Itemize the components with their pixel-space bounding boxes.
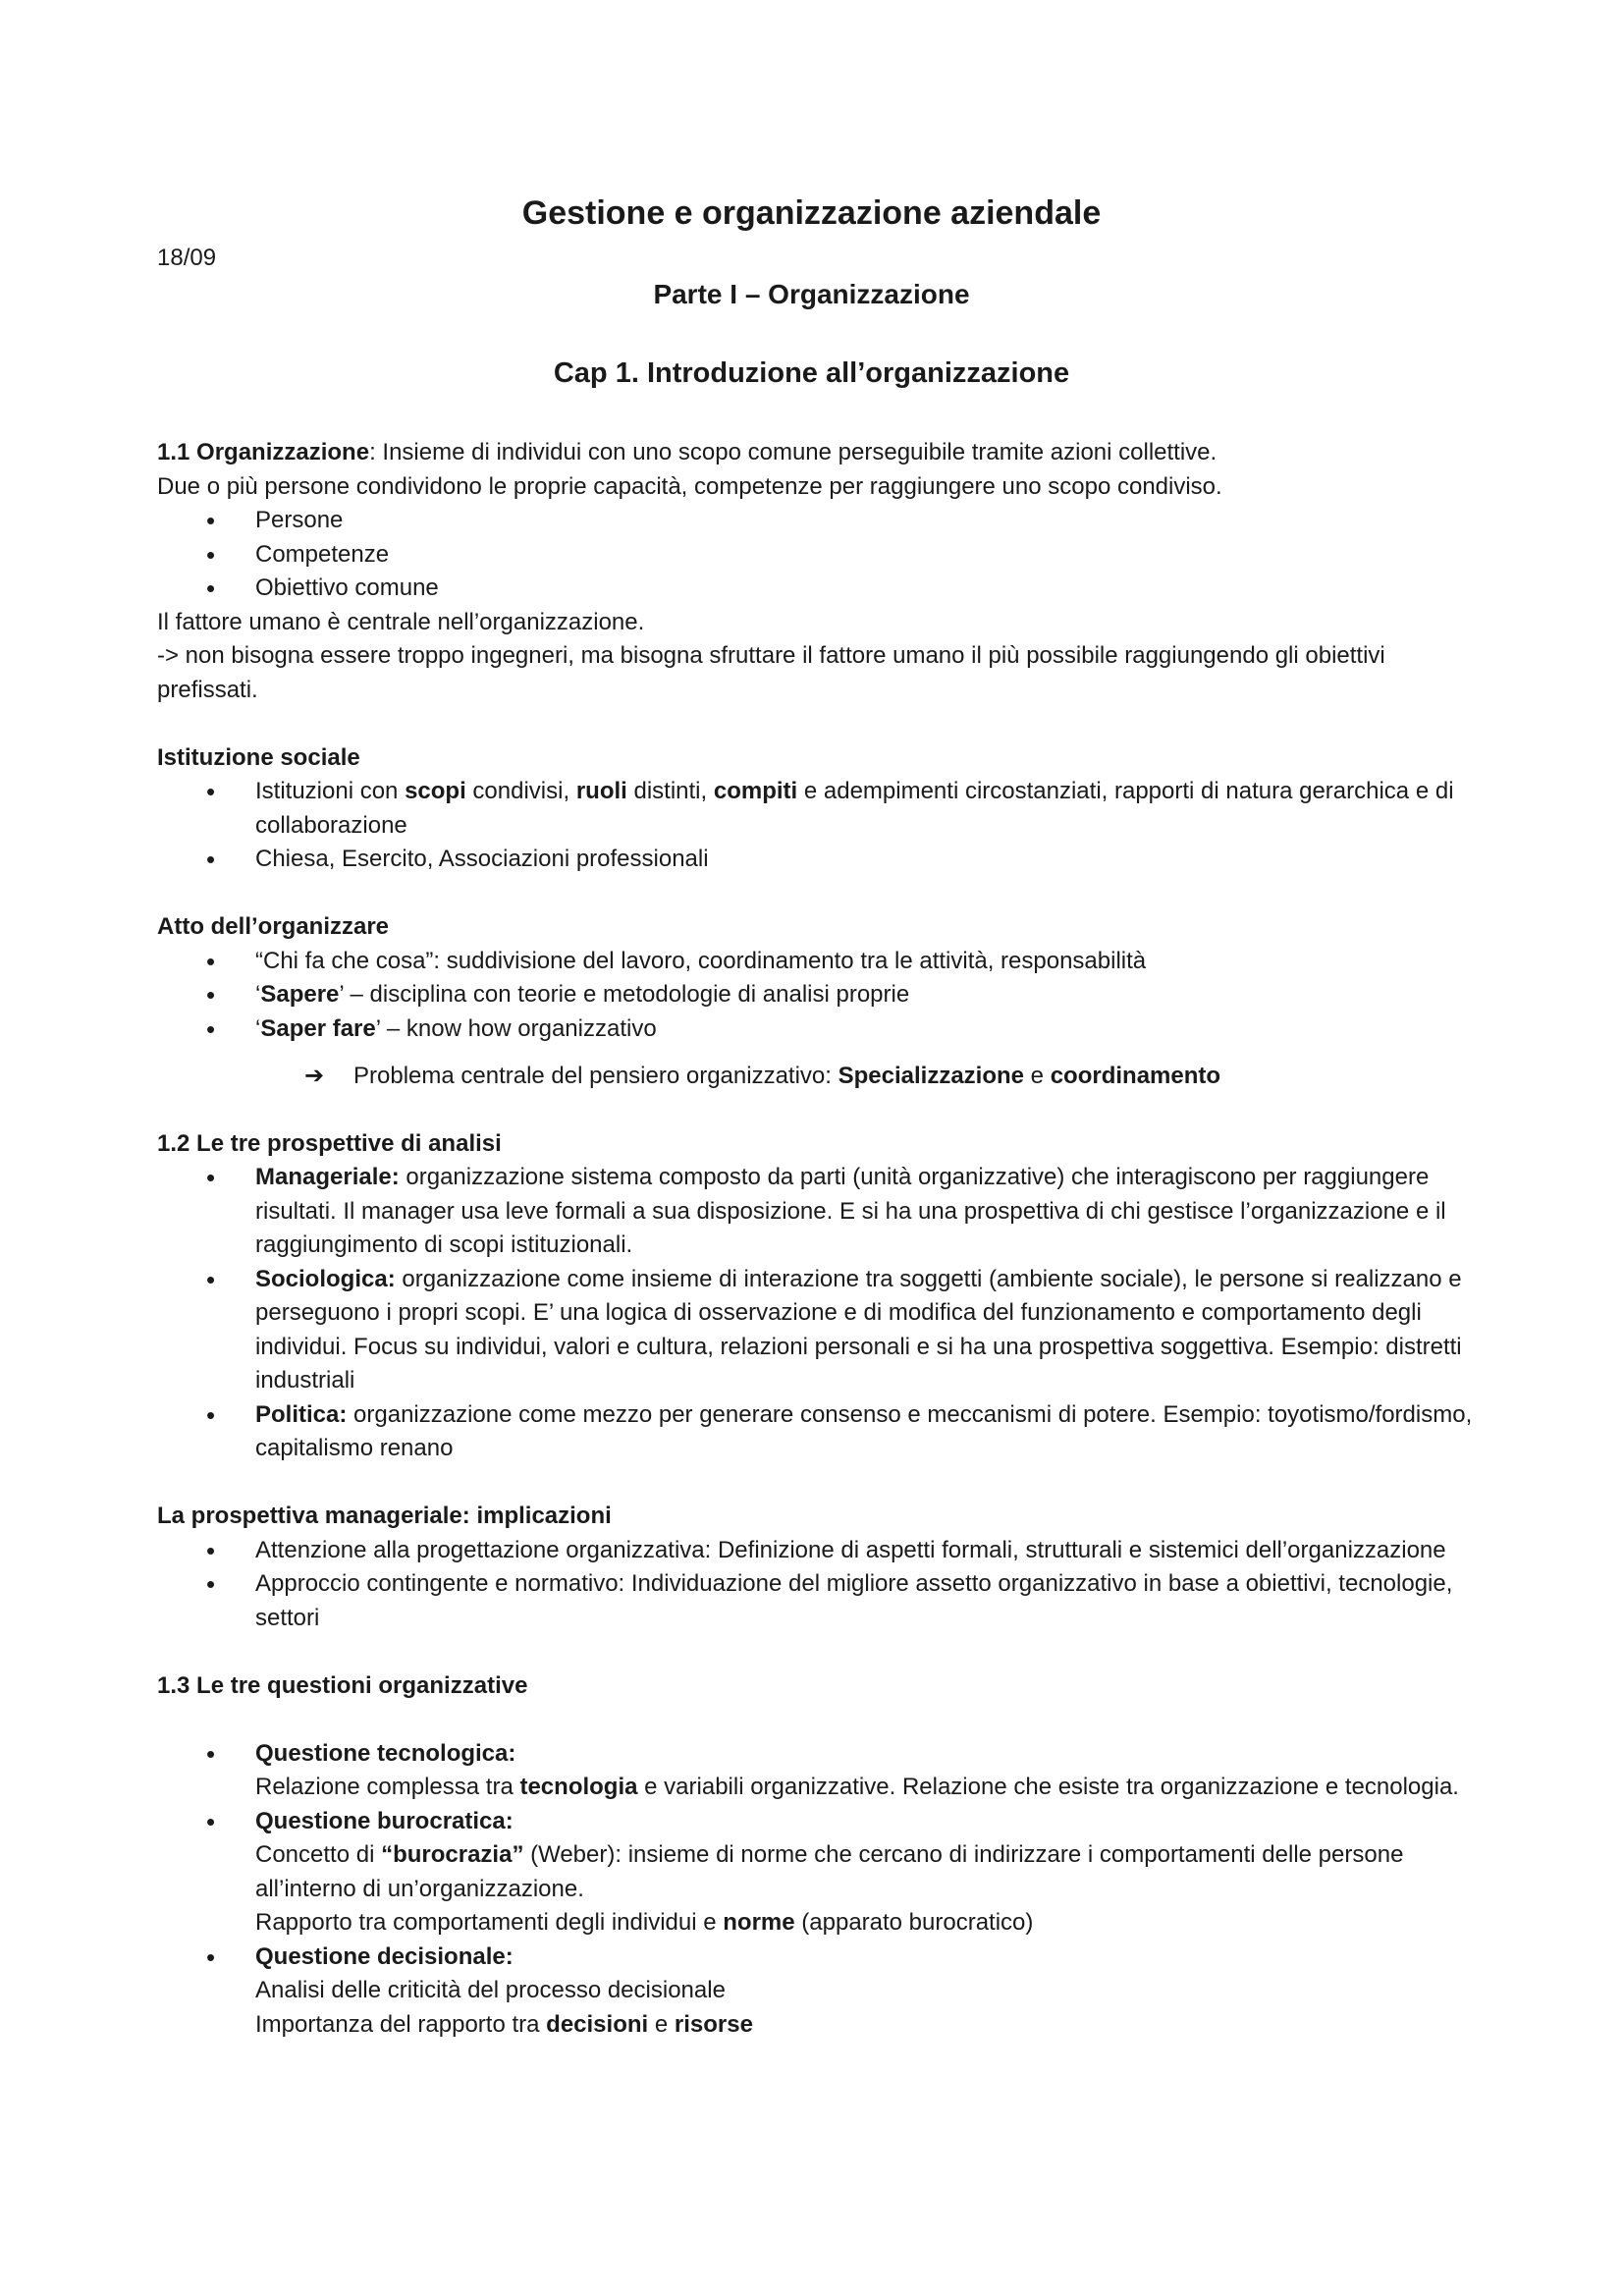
list-item: • Istituzioni con scopi condivisi, ruoli distinti, compiti e adempimenti circostanziati, rapporti di natura gerarchica e di collaborazione [157, 775, 1483, 843]
manageriale-heading: La prospettiva manageriale: implicazioni [157, 1503, 612, 1529]
list-item: • ‘Sapere’ – disciplina con teorie e metodologie di analisi proprie [157, 978, 1483, 1012]
section-1-1-definition: 1.1 Organizzazione: Insieme di individui con uno scopo comune perseguibile tramite azioni collettive. [157, 439, 1217, 465]
document-body [157, 436, 1483, 2042]
istituzione-heading: Istituzione sociale [157, 743, 360, 771]
section-1-2-heading: 1.2 Le tre prospettive di analisi [157, 1129, 502, 1157]
atto-heading: Atto dell’organizzare [157, 913, 390, 940]
arrow-note: ➔ Problema centrale del pensiero organizzativo: Specializzazione e coordinamento [157, 1060, 1483, 1094]
list-item: • Chiesa, Esercito, Associazioni professionali [157, 843, 1483, 877]
list-item: • Competenze [157, 538, 1483, 573]
list-item: • Persone [157, 504, 1483, 538]
section-1-1-line: Due o più persone condividono le proprie capacità, competenze per raggiungere uno scopo condiviso. [157, 472, 1222, 500]
list-item: • Approccio contingente e normativo: Individuazione del migliore assetto organizzativo in base a obiettivi, tecnologie, settori [157, 1567, 1483, 1635]
list-item: • Questione decisionale: Analisi delle criticità del processo decisionale Importanza del rapporto tra decisioni e risorse [157, 1941, 1483, 2043]
list-item: • Manageriale: organizzazione sistema composto da parti (unità organizzative) che interagiscono per raggiungere risultati. Il manager usa leve formali a sua disposizione. E si ha una prospettiva di chi gestisce l’organizzazione e il raggiungimento di scopi istituzionali. [157, 1161, 1483, 1263]
list-item: • ‘Saper fare’ – know how organizzativo [157, 1012, 1483, 1047]
section-1-1-list [157, 504, 1483, 606]
arrow-right-icon: ➔ [304, 1063, 325, 1089]
section-1-1-line: Il fattore umano è centrale nell’organizzazione. [157, 608, 645, 635]
list-item: • Obiettivo comune [157, 572, 1483, 606]
date-label: 18/09 [157, 245, 217, 271]
list-item: • “Chi fa che cosa”: suddivisione del lavoro, coordinamento tra le attività, responsabilità [157, 945, 1483, 979]
manageriale-list [157, 1534, 1483, 1636]
istituzione-list [157, 775, 1483, 877]
list-item: • Politica: organizzazione come mezzo per generare consenso e meccanismi di potere. Esempio: toyotismo/fordismo, capitalismo renano [157, 1398, 1483, 1466]
section-1-1-line: -> non bisogna essere troppo ingegneri, ma bisogna sfruttare il fattore umano il più possibile raggiungendo gli obiettivi prefissati. [157, 642, 1385, 703]
chapter-title: Cap 1. Introduzione all’organizzazione [553, 357, 1070, 389]
section-1-1-heading: 1.1 Organizzazione [157, 439, 370, 465]
section-1-3-heading: 1.3 Le tre questioni organizzative [157, 1671, 528, 1699]
list-item: • Attenzione alla progettazione organizzativa: Definizione di aspetti formali, strutturali e sistemici dell’organizzazione [157, 1534, 1483, 1568]
list-item: • Sociologica: organizzazione come insieme di interazione tra soggetti (ambiente sociale), le persone si realizzano e perseguono i propri scopi. E’ una logica di osservazione e di modifica del funzionamento e comportamento degli individui. Focus su individui, valori e cultura, relazioni personali e si ha una prospettiva soggettiva. Esempio: distretti industriali [157, 1263, 1483, 1398]
part-title: Parte I – Organizzazione [653, 279, 970, 309]
section-1-3-list [157, 1737, 1483, 2043]
section-1-2-list [157, 1161, 1483, 1466]
list-item: • Questione burocratica: Concetto di “burocrazia” (Weber): insieme di norme che cercano di indirizzare i comportamenti delle persone all’interno di un’organizzazione. Rapporto tra comportamenti degli individui e norme (apparato burocratico) [157, 1805, 1483, 1941]
atto-list [157, 945, 1483, 1047]
document-title: Gestione e organizzazione aziendale [521, 194, 1102, 232]
list-item: • Questione tecnologica: Relazione complessa tra tecnologia e variabili organizzative. Relazione che esiste tra organizzazione e tecnologia. [157, 1737, 1483, 1805]
